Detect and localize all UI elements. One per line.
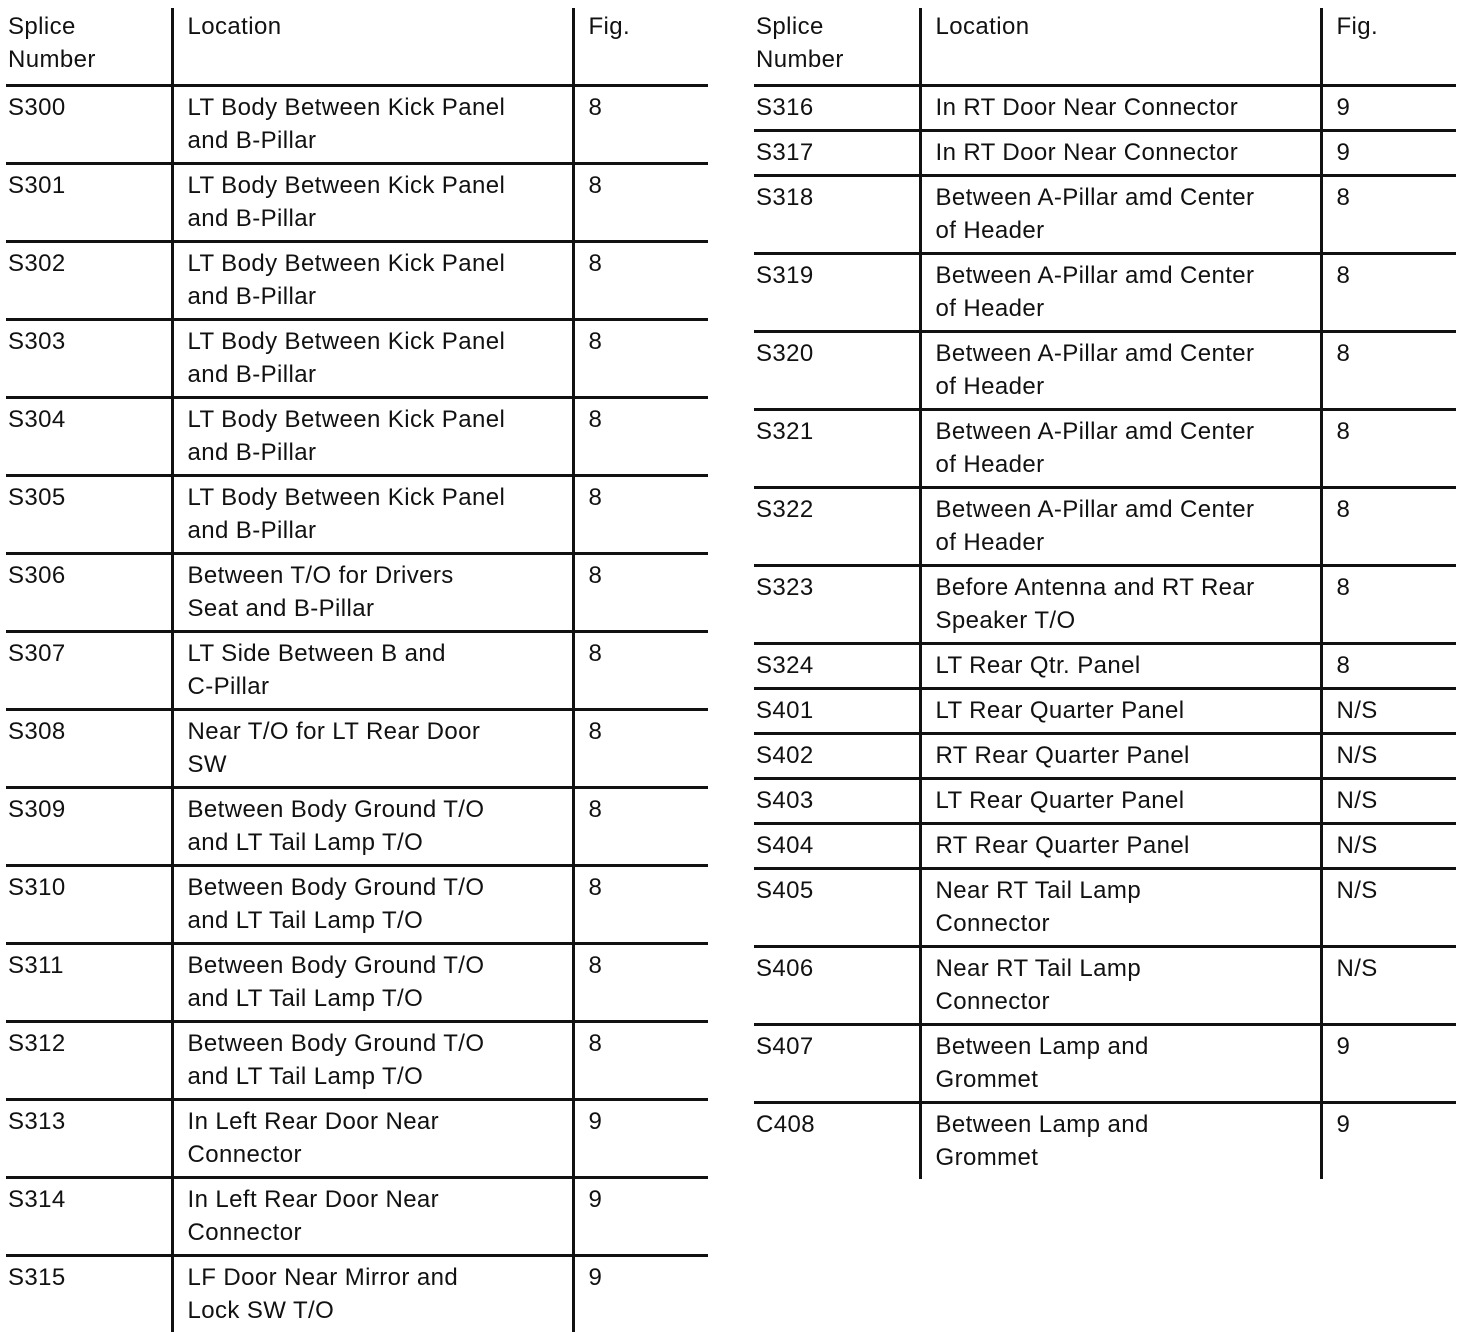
splice-number-cell: S403 [754,779,920,824]
table-row [754,947,1456,1025]
location-line2: Connector [936,907,1316,940]
fig-cell: 8 [573,944,708,1022]
location-cell [920,824,1321,869]
table-body-right [754,86,1456,1180]
table-row [754,566,1456,644]
location-line2: and B-Pillar [188,280,568,313]
location-line2: Grommet [936,1141,1316,1174]
location-cell [920,566,1321,644]
table-row [6,1022,708,1100]
location-line1: In Left Rear Door Near [188,1105,568,1138]
splice-number-cell: S310 [6,866,172,944]
table-row [6,866,708,944]
table-row [6,1256,708,1332]
splice-number-cell: S323 [754,566,920,644]
table-row [754,779,1456,824]
location-cell [172,710,573,788]
location-line1: RT Rear Quarter Panel [936,739,1316,772]
location-cell [920,869,1321,947]
location-line2: and B-Pillar [188,436,568,469]
splice-number-cell: S304 [6,398,172,476]
location-line2: Connector [936,985,1316,1018]
splice-number-cell: S302 [6,242,172,320]
location-line2: SW [188,748,568,781]
table-row [754,1025,1456,1103]
header-splice-line1: Splice [756,10,915,43]
fig-cell: 8 [1321,332,1456,410]
location-cell [920,734,1321,779]
fig-cell: 8 [573,866,708,944]
location-line2: of Header [936,526,1316,559]
splice-number-cell: S309 [6,788,172,866]
location-line2: of Header [936,292,1316,325]
location-cell [172,788,573,866]
location-cell [920,644,1321,689]
location-line1: LT Body Between Kick Panel [188,247,568,280]
table-row [754,824,1456,869]
table-row [6,320,708,398]
location-cell [172,398,573,476]
fig-cell: 9 [1321,86,1456,131]
location-line2: Lock SW T/O [188,1294,568,1327]
location-cell [920,1025,1321,1103]
table-row [6,944,708,1022]
table-row [754,734,1456,779]
location-line1: LT Body Between Kick Panel [188,169,568,202]
location-line2: and B-Pillar [188,514,568,547]
table-row [754,644,1456,689]
fig-cell: 8 [573,242,708,320]
location-line2: and B-Pillar [188,202,568,235]
location-line1: Between A-Pillar amd Center [936,415,1316,448]
location-line1: In RT Door Near Connector [936,91,1316,124]
fig-cell: 8 [573,164,708,242]
location-line1: Near T/O for LT Rear Door [188,715,568,748]
table-row [754,869,1456,947]
location-cell [172,86,573,164]
location-cell [920,332,1321,410]
table-row [6,86,708,164]
location-line2: Speaker T/O [936,604,1316,637]
splice-number-cell: S406 [754,947,920,1025]
table-row [6,1100,708,1178]
location-cell [920,410,1321,488]
location-cell [172,1100,573,1178]
location-line1: Between Body Ground T/O [188,949,568,982]
table-row [754,86,1456,131]
fig-cell: N/S [1321,869,1456,947]
location-cell [172,320,573,398]
table-row [754,332,1456,410]
table-row [6,710,708,788]
location-line2: of Header [936,370,1316,403]
fig-cell: 9 [573,1256,708,1332]
location-line2: Grommet [936,1063,1316,1096]
header-fig: Fig. [573,8,708,86]
header-splice-line1: Splice [8,10,167,43]
location-cell [172,1022,573,1100]
location-line1: RT Rear Quarter Panel [936,829,1316,862]
splice-number-cell: S316 [754,86,920,131]
table-row [6,632,708,710]
location-line1: LT Rear Quarter Panel [936,784,1316,817]
splice-number-cell: S301 [6,164,172,242]
fig-cell: 8 [573,476,708,554]
location-cell [172,476,573,554]
location-line1: LT Side Between B and [188,637,568,670]
fig-cell: 8 [1321,254,1456,332]
location-line1: Between Lamp and [936,1030,1316,1063]
fig-cell: 8 [1321,644,1456,689]
splice-number-cell: S313 [6,1100,172,1178]
splice-number-cell: S318 [754,176,920,254]
splice-number-cell: S312 [6,1022,172,1100]
table-header-row [754,8,1456,86]
fig-cell: 8 [1321,410,1456,488]
splice-number-cell: S311 [6,944,172,1022]
splice-number-cell: S303 [6,320,172,398]
location-line2: of Header [936,448,1316,481]
splice-number-cell: S324 [754,644,920,689]
fig-cell: N/S [1321,947,1456,1025]
location-line2: of Header [936,214,1316,247]
splice-number-cell: S300 [6,86,172,164]
fig-cell: 9 [1321,131,1456,176]
location-cell [172,242,573,320]
splice-number-cell: S317 [754,131,920,176]
splice-number-cell: S401 [754,689,920,734]
location-line2: and LT Tail Lamp T/O [188,904,568,937]
location-line1: LT Rear Qtr. Panel [936,649,1316,682]
splice-number-cell: C408 [754,1103,920,1180]
splice-table-right [754,8,1456,1179]
fig-cell: 8 [573,86,708,164]
header-fig: Fig. [1321,8,1456,86]
location-cell [172,1178,573,1256]
location-line1: LT Body Between Kick Panel [188,481,568,514]
splice-table-left [6,8,708,1332]
location-line1: Between A-Pillar amd Center [936,493,1316,526]
table-body-left [6,86,708,1332]
location-line1: LT Body Between Kick Panel [188,403,568,436]
location-line1: In RT Door Near Connector [936,136,1316,169]
fig-cell: 8 [573,554,708,632]
location-line2: and B-Pillar [188,358,568,391]
location-cell [172,164,573,242]
fig-cell: 8 [573,632,708,710]
header-splice-line2: Number [8,43,167,76]
location-line1: Between A-Pillar amd Center [936,337,1316,370]
table-row [754,131,1456,176]
location-line2: and LT Tail Lamp T/O [188,982,568,1015]
table-row [6,1178,708,1256]
splice-number-cell: S308 [6,710,172,788]
fig-cell: N/S [1321,779,1456,824]
location-cell [172,944,573,1022]
fig-cell: 8 [573,398,708,476]
splice-number-cell: S321 [754,410,920,488]
table-row [6,398,708,476]
splice-number-cell: S322 [754,488,920,566]
header-splice-number [6,8,172,86]
location-cell [172,554,573,632]
table-row [6,788,708,866]
splice-number-cell: S404 [754,824,920,869]
header-location: Location [920,8,1321,86]
location-line1: Between Body Ground T/O [188,1027,568,1060]
splice-number-cell: S402 [754,734,920,779]
location-cell [172,632,573,710]
fig-cell: 8 [573,710,708,788]
location-line1: In Left Rear Door Near [188,1183,568,1216]
fig-cell: 9 [573,1178,708,1256]
table-header-row [6,8,708,86]
fig-cell: N/S [1321,734,1456,779]
splice-number-cell: S407 [754,1025,920,1103]
splice-number-cell: S405 [754,869,920,947]
location-line1: LT Body Between Kick Panel [188,325,568,358]
table-row [6,476,708,554]
location-cell [172,866,573,944]
location-line1: Between A-Pillar amd Center [936,181,1316,214]
fig-cell: 9 [1321,1103,1456,1180]
location-line1: Between Body Ground T/O [188,871,568,904]
fig-cell: 9 [1321,1025,1456,1103]
fig-cell: 8 [1321,566,1456,644]
fig-cell: 8 [573,788,708,866]
table-row [754,410,1456,488]
location-line2: and LT Tail Lamp T/O [188,1060,568,1093]
fig-cell: 8 [1321,488,1456,566]
table-row [754,176,1456,254]
location-cell [920,779,1321,824]
fig-cell: N/S [1321,824,1456,869]
location-line1: Between Lamp and [936,1108,1316,1141]
table-row [6,554,708,632]
table-row [754,488,1456,566]
fig-cell: 8 [573,1022,708,1100]
header-splice-line2: Number [756,43,915,76]
location-cell [920,131,1321,176]
location-line1: Near RT Tail Lamp [936,874,1316,907]
location-line1: Between Body Ground T/O [188,793,568,826]
location-cell [920,254,1321,332]
location-cell [920,689,1321,734]
table-row [754,689,1456,734]
location-line2: and B-Pillar [188,124,568,157]
table-row [6,242,708,320]
location-line1: Before Antenna and RT Rear [936,571,1316,604]
location-line2: Seat and B-Pillar [188,592,568,625]
location-line2: Connector [188,1138,568,1171]
table-row [6,164,708,242]
location-line2: C-Pillar [188,670,568,703]
splice-number-cell: S307 [6,632,172,710]
table-row [754,1103,1456,1180]
location-cell [920,86,1321,131]
location-cell [920,176,1321,254]
location-line1: LT Rear Quarter Panel [936,694,1316,727]
location-line1: LT Body Between Kick Panel [188,91,568,124]
table-row [754,254,1456,332]
location-line2: and LT Tail Lamp T/O [188,826,568,859]
header-splice-number [754,8,920,86]
location-line1: Between T/O for Drivers [188,559,568,592]
header-location: Location [172,8,573,86]
location-line2: Connector [188,1216,568,1249]
location-cell [172,1256,573,1332]
location-cell [920,1103,1321,1180]
location-line1: LF Door Near Mirror and [188,1261,568,1294]
fig-cell: 9 [573,1100,708,1178]
fig-cell: 8 [1321,176,1456,254]
splice-number-cell: S306 [6,554,172,632]
splice-number-cell: S305 [6,476,172,554]
fig-cell: N/S [1321,689,1456,734]
splice-number-cell: S314 [6,1178,172,1256]
fig-cell: 8 [573,320,708,398]
location-cell [920,488,1321,566]
location-line1: Between A-Pillar amd Center [936,259,1316,292]
splice-number-cell: S319 [754,254,920,332]
location-cell [920,947,1321,1025]
location-line1: Near RT Tail Lamp [936,952,1316,985]
splice-number-cell: S315 [6,1256,172,1332]
splice-number-cell: S320 [754,332,920,410]
